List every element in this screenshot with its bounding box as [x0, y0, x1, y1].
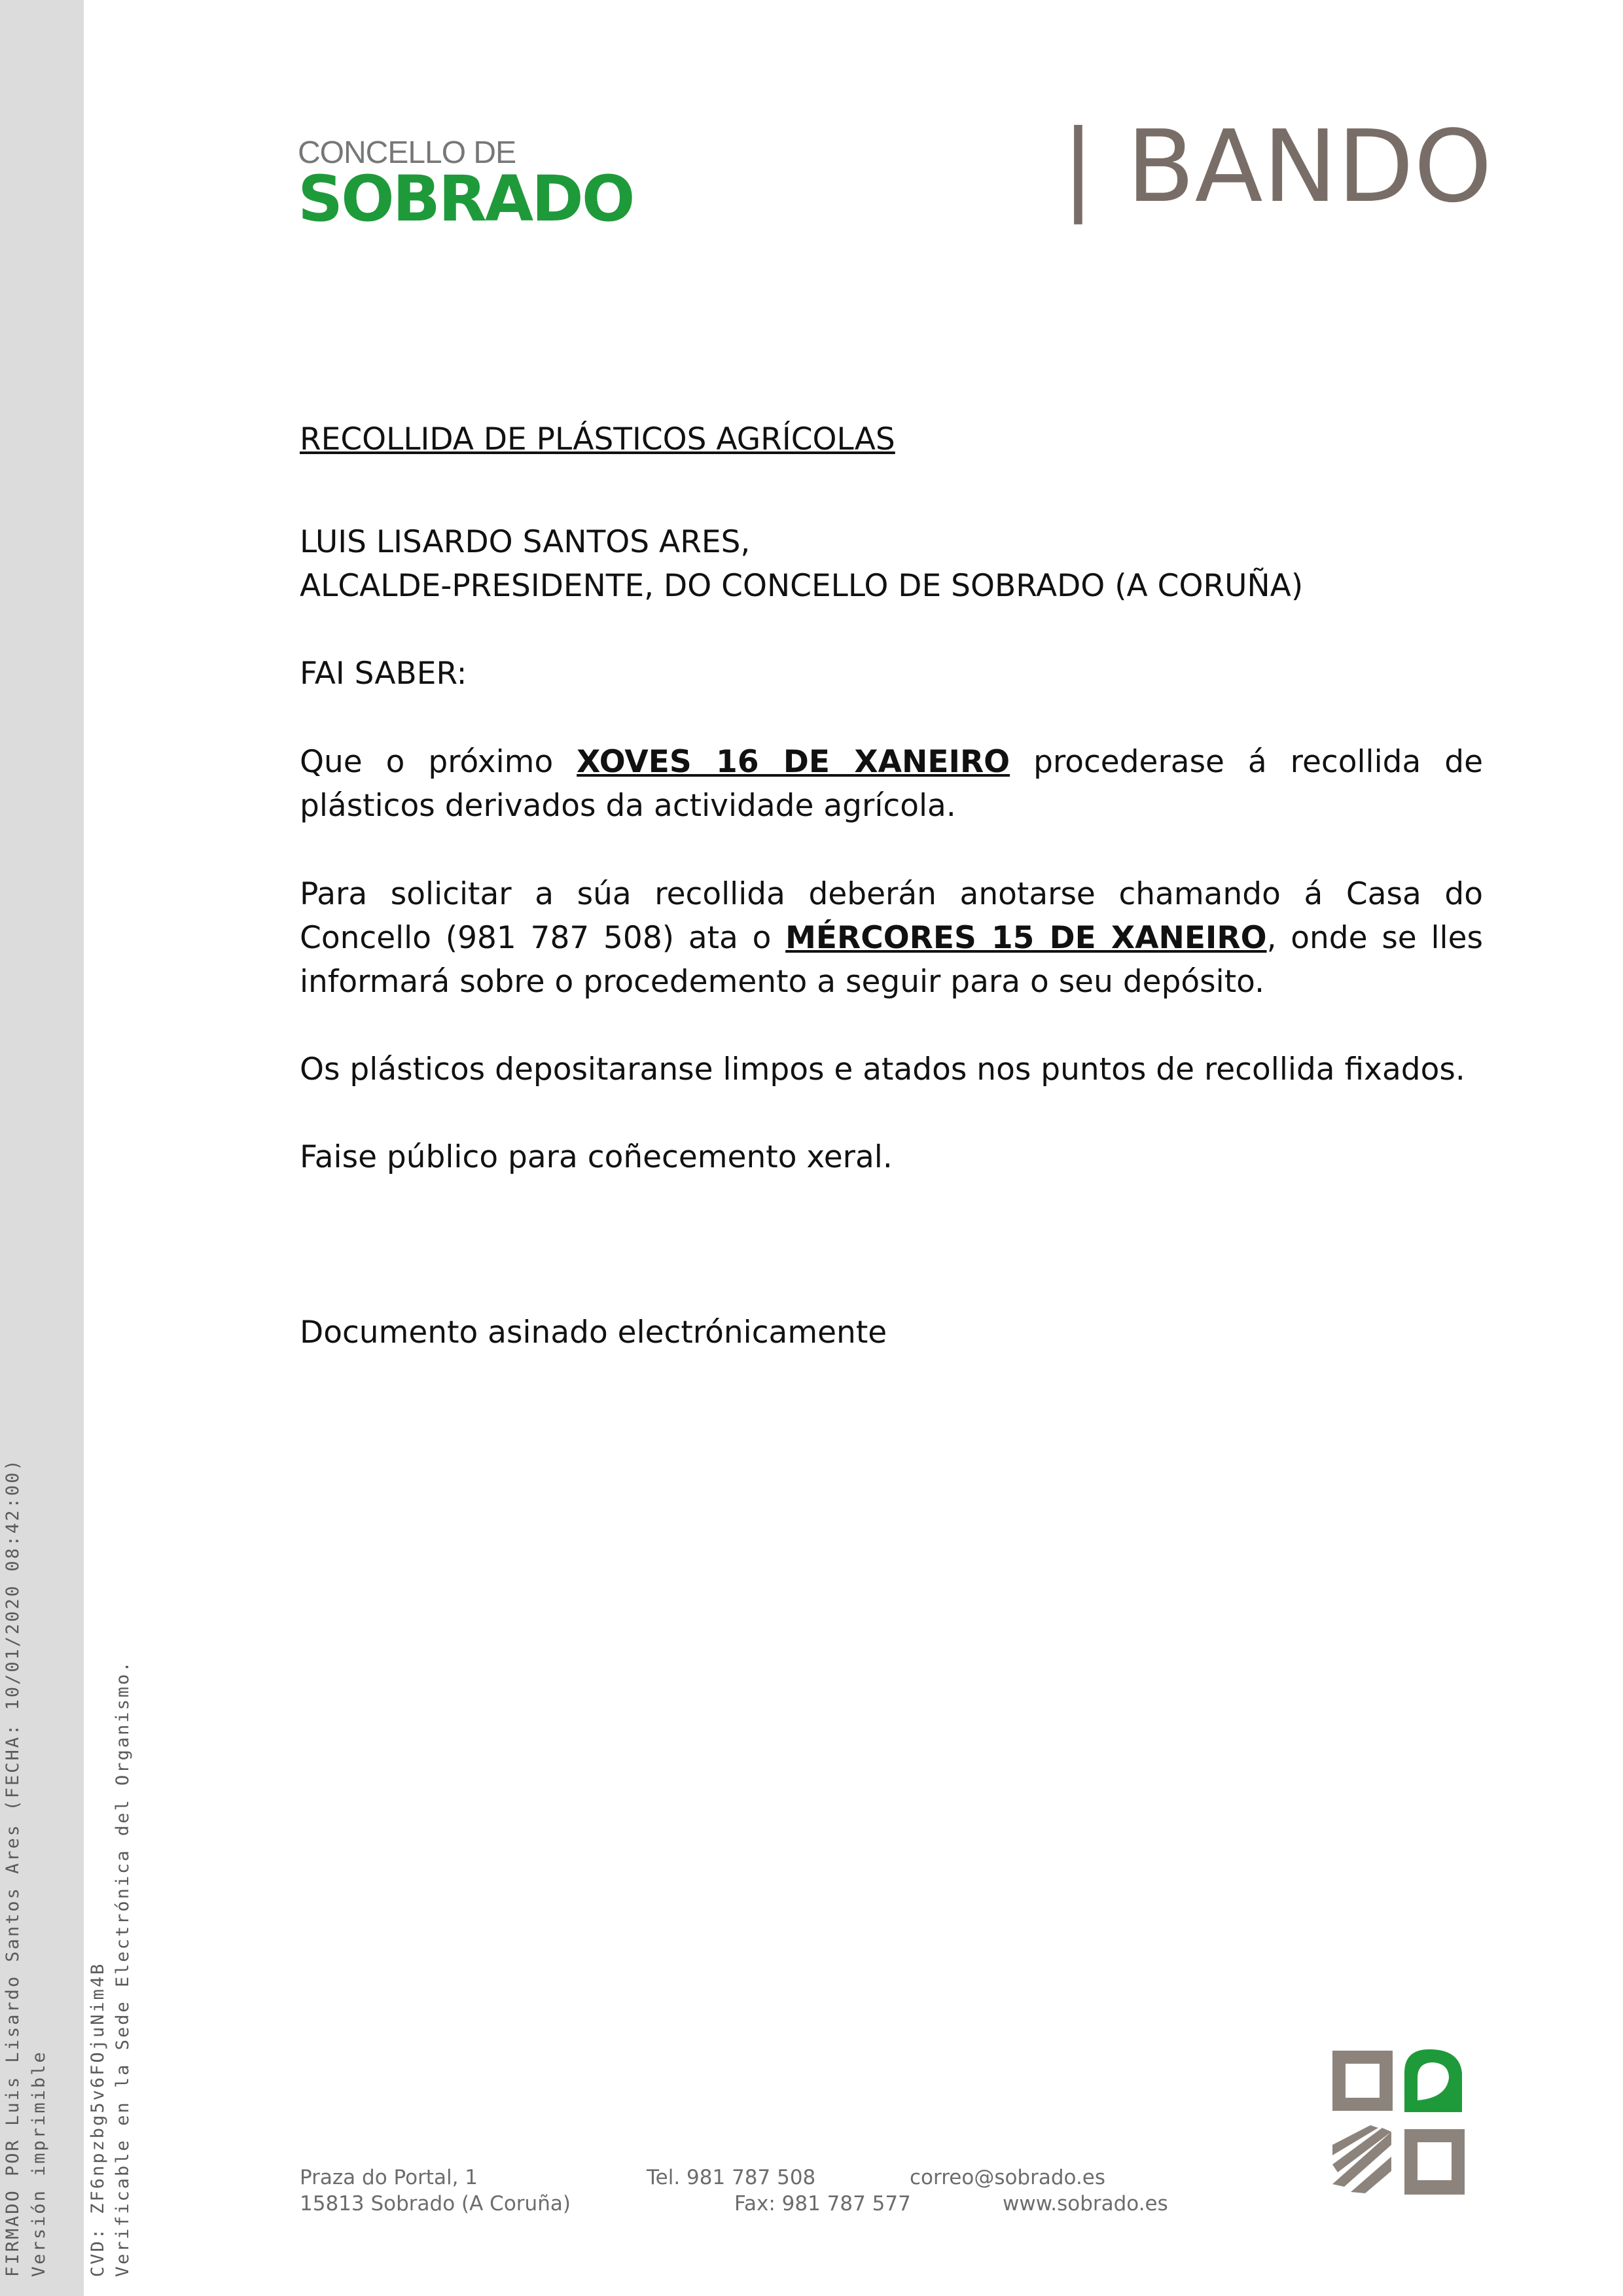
paragraph-registration [300, 872, 1483, 1004]
announcement-title-text: RECOLLIDA DE PLÁSTICOS AGRÍCOLAS [300, 421, 895, 457]
signatory-role: ALCALDE-PRESIDENTE, DO CONCELLO DE SOBRADO (A CORUÑA) [300, 568, 1304, 604]
footer-tel: Tel. 981 787 508 [647, 2166, 816, 2189]
stamp-verification-note: Verificable en la Sede Electrónica del Organismo. [113, 1659, 133, 2277]
footer-web: www.sobrado.es [1003, 2192, 1168, 2216]
footer-phones [647, 2164, 911, 2217]
footer-address-line1: Praza do Portal, 1 [300, 2166, 478, 2189]
p2-pre: Para solicitar a súa recollida deberán anotarse chamando á Casa do Concello (981 787 508) ata o [300, 876, 1483, 956]
p2-post: , onde se lles informará sobre o procedemento a seguir para o seu depósito. [300, 920, 1483, 1000]
electronic-signature-note: Documento asinado electrónicamente [300, 1315, 887, 1351]
paragraph-public-notice: Faise público para coñecemento xeral. [300, 1139, 893, 1175]
concello-emblem-icon [1331, 2047, 1469, 2197]
logo-line-concello: CONCELLO DE [298, 135, 516, 170]
concello-logo [298, 135, 633, 236]
signatory-name: LUIS LISARDO SANTOS ARES, [300, 524, 751, 560]
p1-post: procederase á recollida de plásticos derivados da actividade agrícola. [300, 744, 1484, 824]
registration-deadline: MÉRCORES 15 DE XANEIRO [785, 920, 1267, 956]
fai-saber-heading: FAI SABER: [300, 656, 467, 692]
footer-email: correo@sobrado.es [910, 2166, 1106, 2189]
footer-address [300, 2164, 571, 2217]
document-type-title: | BANDO [1061, 109, 1492, 224]
logo-line-sobrado: SOBRADO [298, 162, 633, 236]
p1-pre: Que o próximo [300, 744, 577, 780]
announcement-title [300, 417, 1483, 461]
paragraph-collection-date [300, 740, 1483, 828]
footer-fax: Fax: 981 787 577 [734, 2192, 911, 2216]
stamp-printable-version: Versión imprimible [29, 2050, 49, 2277]
collection-date: XOVES 16 DE XANEIRO [577, 744, 1010, 780]
paragraph-deposit-instructions: Os plásticos depositaranse limpos e atados nos puntos de recollida fixados. [300, 1051, 1465, 1087]
stamp-signed-by: FIRMADO POR Luis Lisardo Santos Ares (FECHA: 10/01/2020 08:42:00) [3, 1458, 23, 2277]
footer-address-line2: 15813 Sobrado (A Coruña) [300, 2192, 571, 2216]
stamp-cvd-code: CVD: ZF6npzbg5v6FOjuNim4B [88, 1962, 108, 2277]
footer-contact [910, 2164, 1168, 2217]
